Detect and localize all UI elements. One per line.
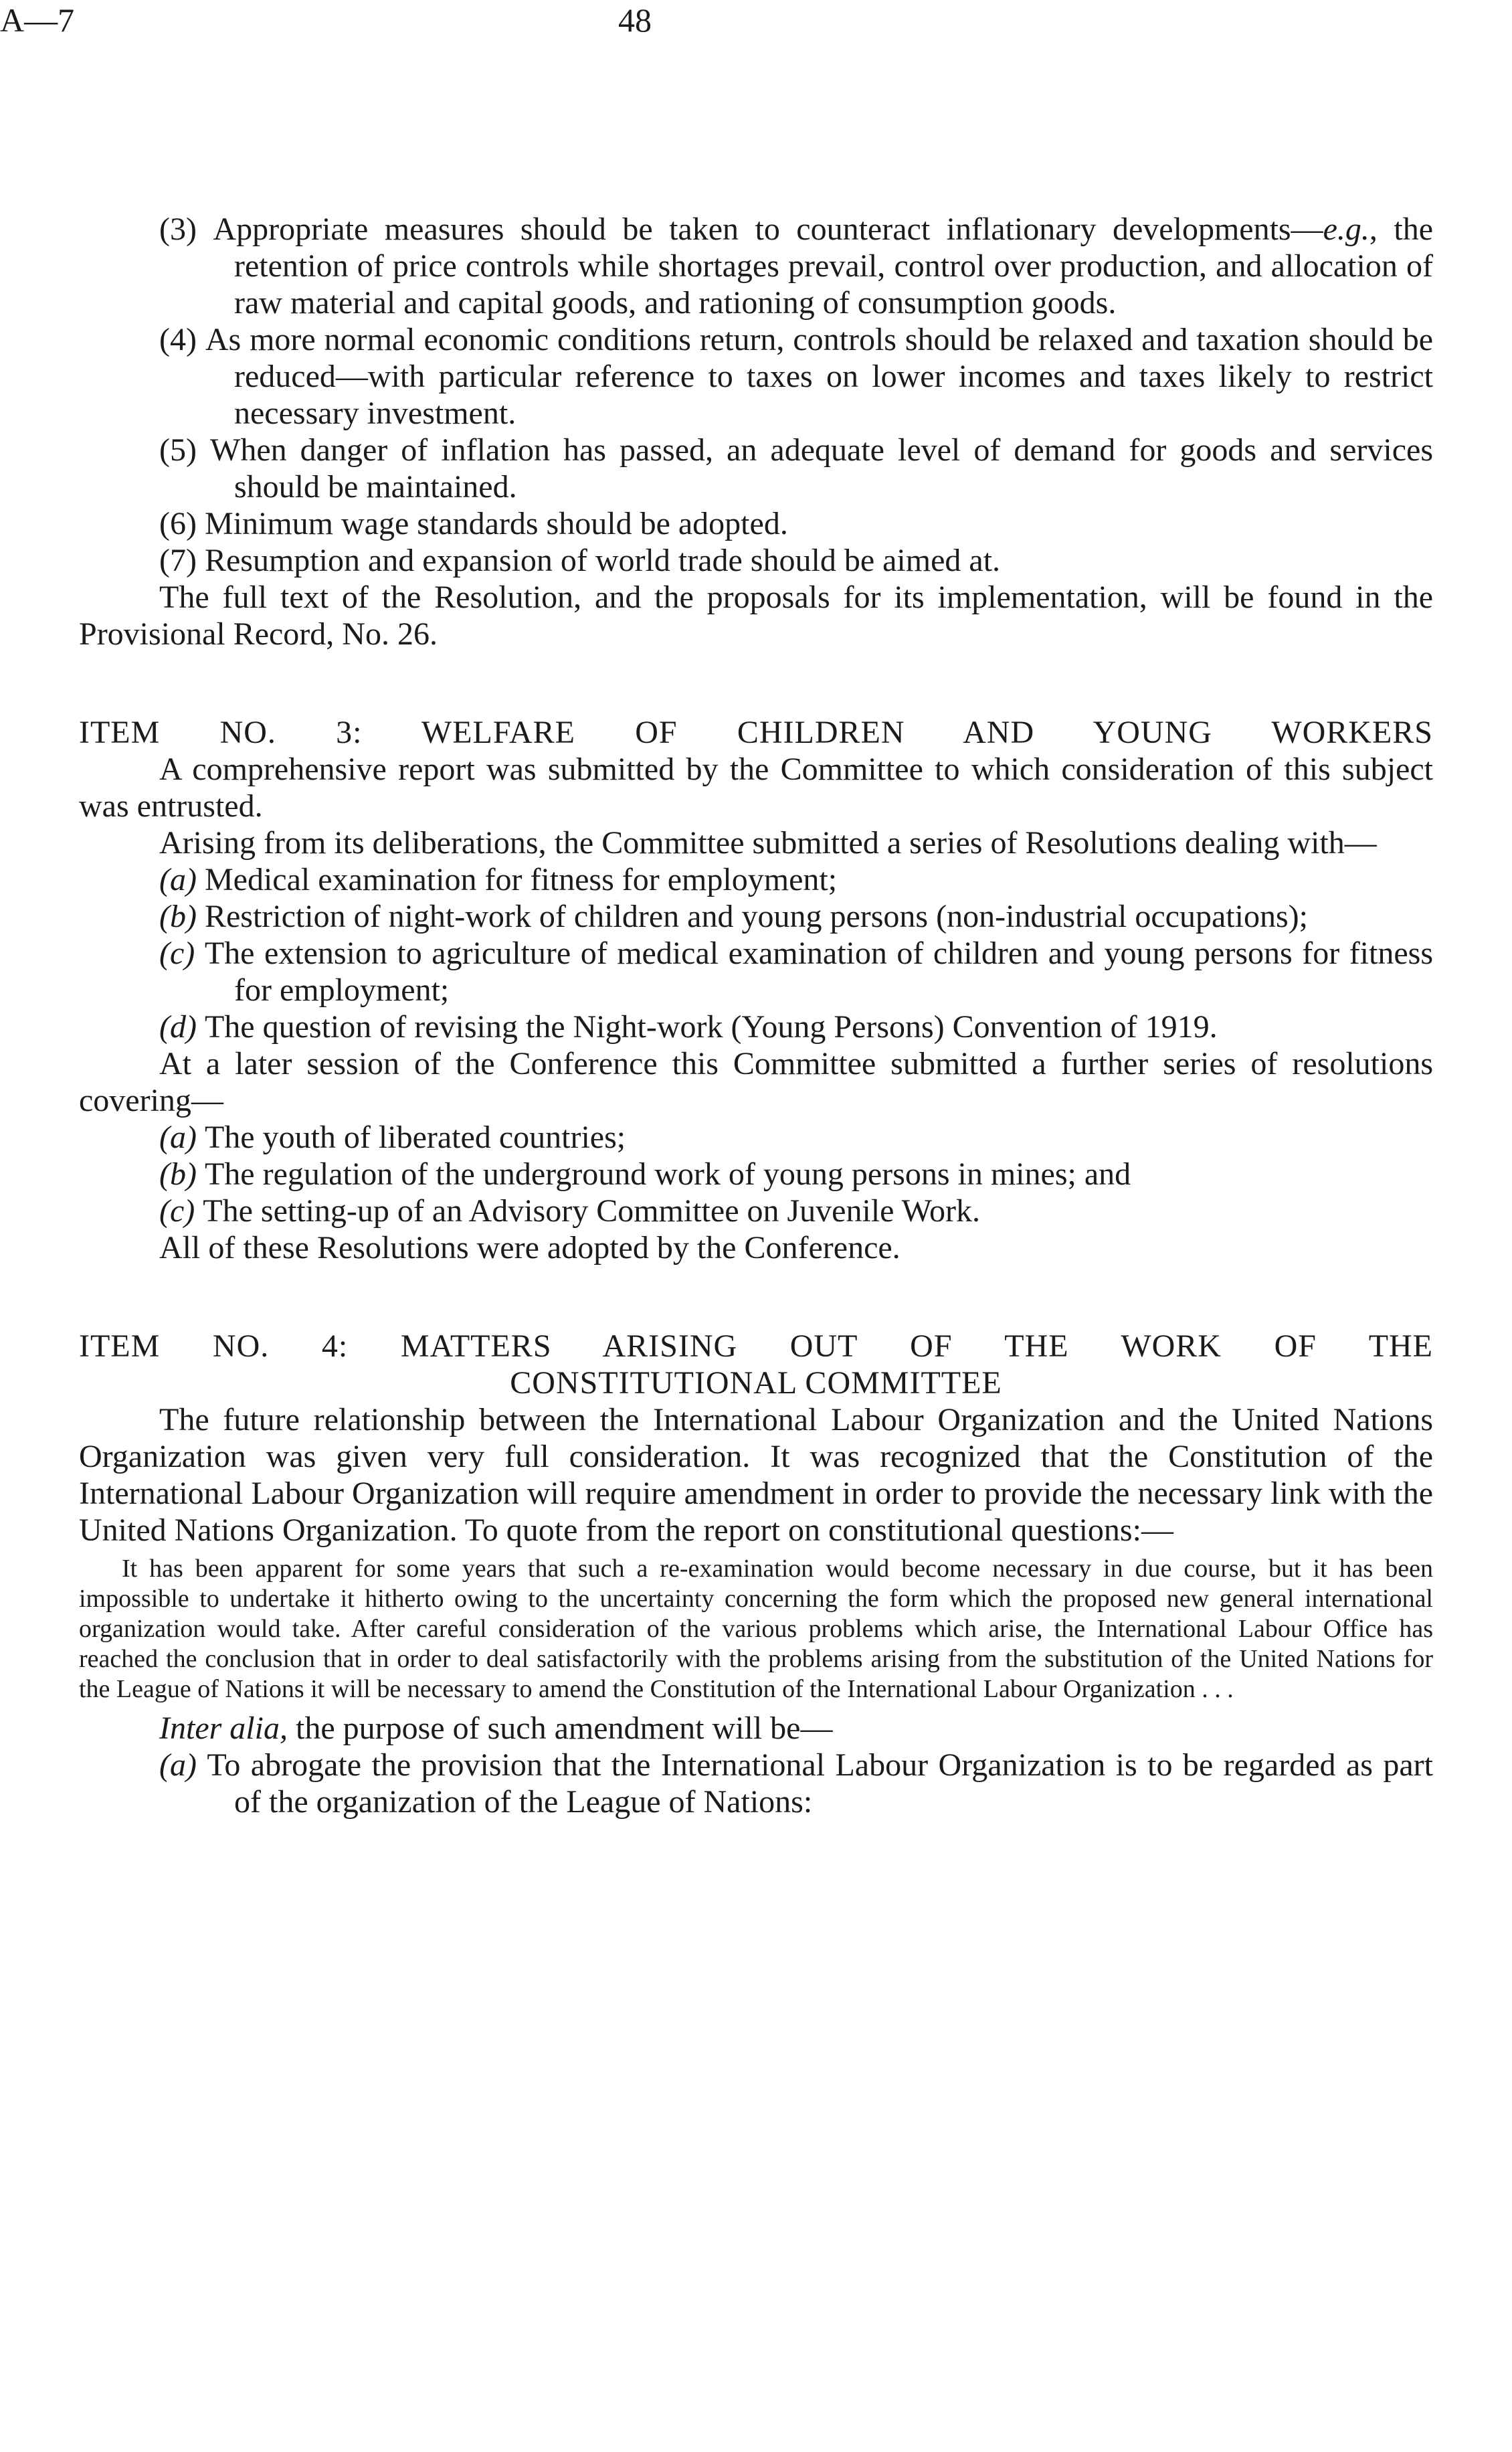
item3-paragraph-4: All of these Resolutions were adopted by the Conference.: [159, 1230, 901, 1265]
page-reference: A—7: [0, 1, 75, 39]
item-text: When danger of inflation has passed, an adequate level of demand for goods and services should be maintained.: [210, 432, 1434, 505]
section-heading-item-3: ITEM NO. 3: WELFARE OF CHILDREN AND YOUNG WORKERS: [79, 715, 1433, 750]
list-item-4: [79, 321, 1433, 432]
item-text: The regulation of the underground work of young persons in mines; and: [204, 1156, 1131, 1192]
item-text: Minimum wage standards should be adopted.: [204, 506, 788, 541]
item-marker: (a): [159, 1120, 197, 1155]
item3-paragraph-2: Arising from its deliberations, the Committee submitted a series of Resolutions dealing with—: [159, 825, 1377, 861]
item3-list1-a: [79, 861, 1433, 898]
item-marker: (5): [159, 432, 197, 468]
item-text: As more normal economic conditions return, controls should be relaxed and taxation should be reduced—with particular reference to taxes on lower incomes and taxes likely to restrict necessary investment.: [205, 322, 1433, 431]
item3-list2-a: [79, 1119, 1433, 1156]
item-marker: (a): [159, 862, 197, 897]
item-marker: (6): [159, 506, 197, 541]
list-item-3: [79, 211, 1433, 321]
item-emphasis: e.g.: [1323, 211, 1369, 247]
item-marker: (c): [159, 936, 195, 971]
item3-list1-b: [79, 898, 1433, 935]
item-marker: (7): [159, 543, 197, 578]
item3-list1-d: [79, 1009, 1433, 1045]
item-text: The youth of liberated countries;: [204, 1120, 626, 1155]
section-heading-item-4-line-2: CONSTITUTIONAL COMMITTEE: [510, 1365, 1002, 1401]
item-text: Resumption and expansion of world trade should be aimed at.: [204, 543, 1001, 578]
item-text: The setting-up of an Advisory Committee on Juvenile Work.: [203, 1193, 981, 1229]
paragraph-full-text: The full text of the Resolution, and the proposals for its implementation, will be found in the Provisional Record, No. 26.: [79, 580, 1433, 652]
item-text: Restriction of night-work of children and young persons (non-industrial occupations);: [204, 899, 1308, 934]
item-text: To abrogate the provision that the International Labour Organization is to be regarded as part of the organization of the League of Nations:: [207, 1747, 1434, 1820]
item-marker: (4): [159, 322, 197, 357]
item3-list2-b: [79, 1156, 1433, 1193]
item3-list2-c: [79, 1193, 1433, 1229]
paragraph-text: the purpose of such amendment will be—: [287, 1711, 833, 1746]
latin-phrase: Inter alia,: [159, 1711, 288, 1746]
list-item-5: [79, 432, 1433, 505]
item-marker: (b): [159, 1156, 197, 1192]
item-marker: (3): [159, 211, 197, 247]
item4-list-a: [79, 1747, 1433, 1820]
item-text: The question of revising the Night-work (Young Persons) Convention of 1919.: [204, 1009, 1218, 1045]
item-text: The extension to agriculture of medical examination of children and young persons for fitness for employment;: [204, 936, 1434, 1008]
item-text: Appropriate measures should be taken to counteract inflationary developments—: [213, 211, 1323, 247]
list-item-6: [79, 505, 1433, 542]
item4-quotation: It has been apparent for some years that such a re-examination would become necessary in due course, but it has been impossible to undertake it hitherto owing to the uncertainty concerning the form which the proposed new general international organization would take. After careful consideration of the various problems which arise, the International Labour Office has reached the conclusion that in order to deal satisfactorily with the problems arising from the substitution of the United Nations for the League of Nations it will be necessary to amend the Constitution of the International Labour Organization . . .: [79, 1555, 1433, 1703]
item-text: Medical examination for fitness for employment;: [204, 862, 838, 897]
item3-list1-c: [79, 935, 1433, 1009]
item4-paragraph-2: [79, 1710, 1433, 1747]
item3-paragraph-3: At a later session of the Conference this Committee submitted a further series of resolutions covering—: [79, 1046, 1433, 1118]
item4-paragraph-1: The future relationship between the International Labour Organization and the United Nations Organization was given very full consideration. It was recognized that the Constitution of the International Labour Organization will require amendment in order to provide the necessary link with the United Nations Organization. To quote from the report on constitutional questions:—: [79, 1402, 1433, 1548]
item-marker: (d): [159, 1009, 197, 1045]
item3-paragraph-1: A comprehensive report was submitted by the Committee to which consideration of this subject was entrusted.: [79, 752, 1433, 824]
page-body: [79, 211, 1433, 1820]
page-number: 48: [618, 1, 652, 39]
list-item-7: [79, 542, 1433, 579]
item-marker: (a): [159, 1747, 197, 1783]
item-text-rest: , the retention of price controls while shortages prevail, control over production, and allocation of raw material and capital goods, and rationing of consumption goods.: [234, 211, 1434, 321]
item-marker: (b): [159, 899, 197, 934]
item-marker: (c): [159, 1193, 195, 1229]
section-heading-item-4: ITEM NO. 4: MATTERS ARISING OUT OF THE WORK OF THE: [79, 1328, 1433, 1364]
